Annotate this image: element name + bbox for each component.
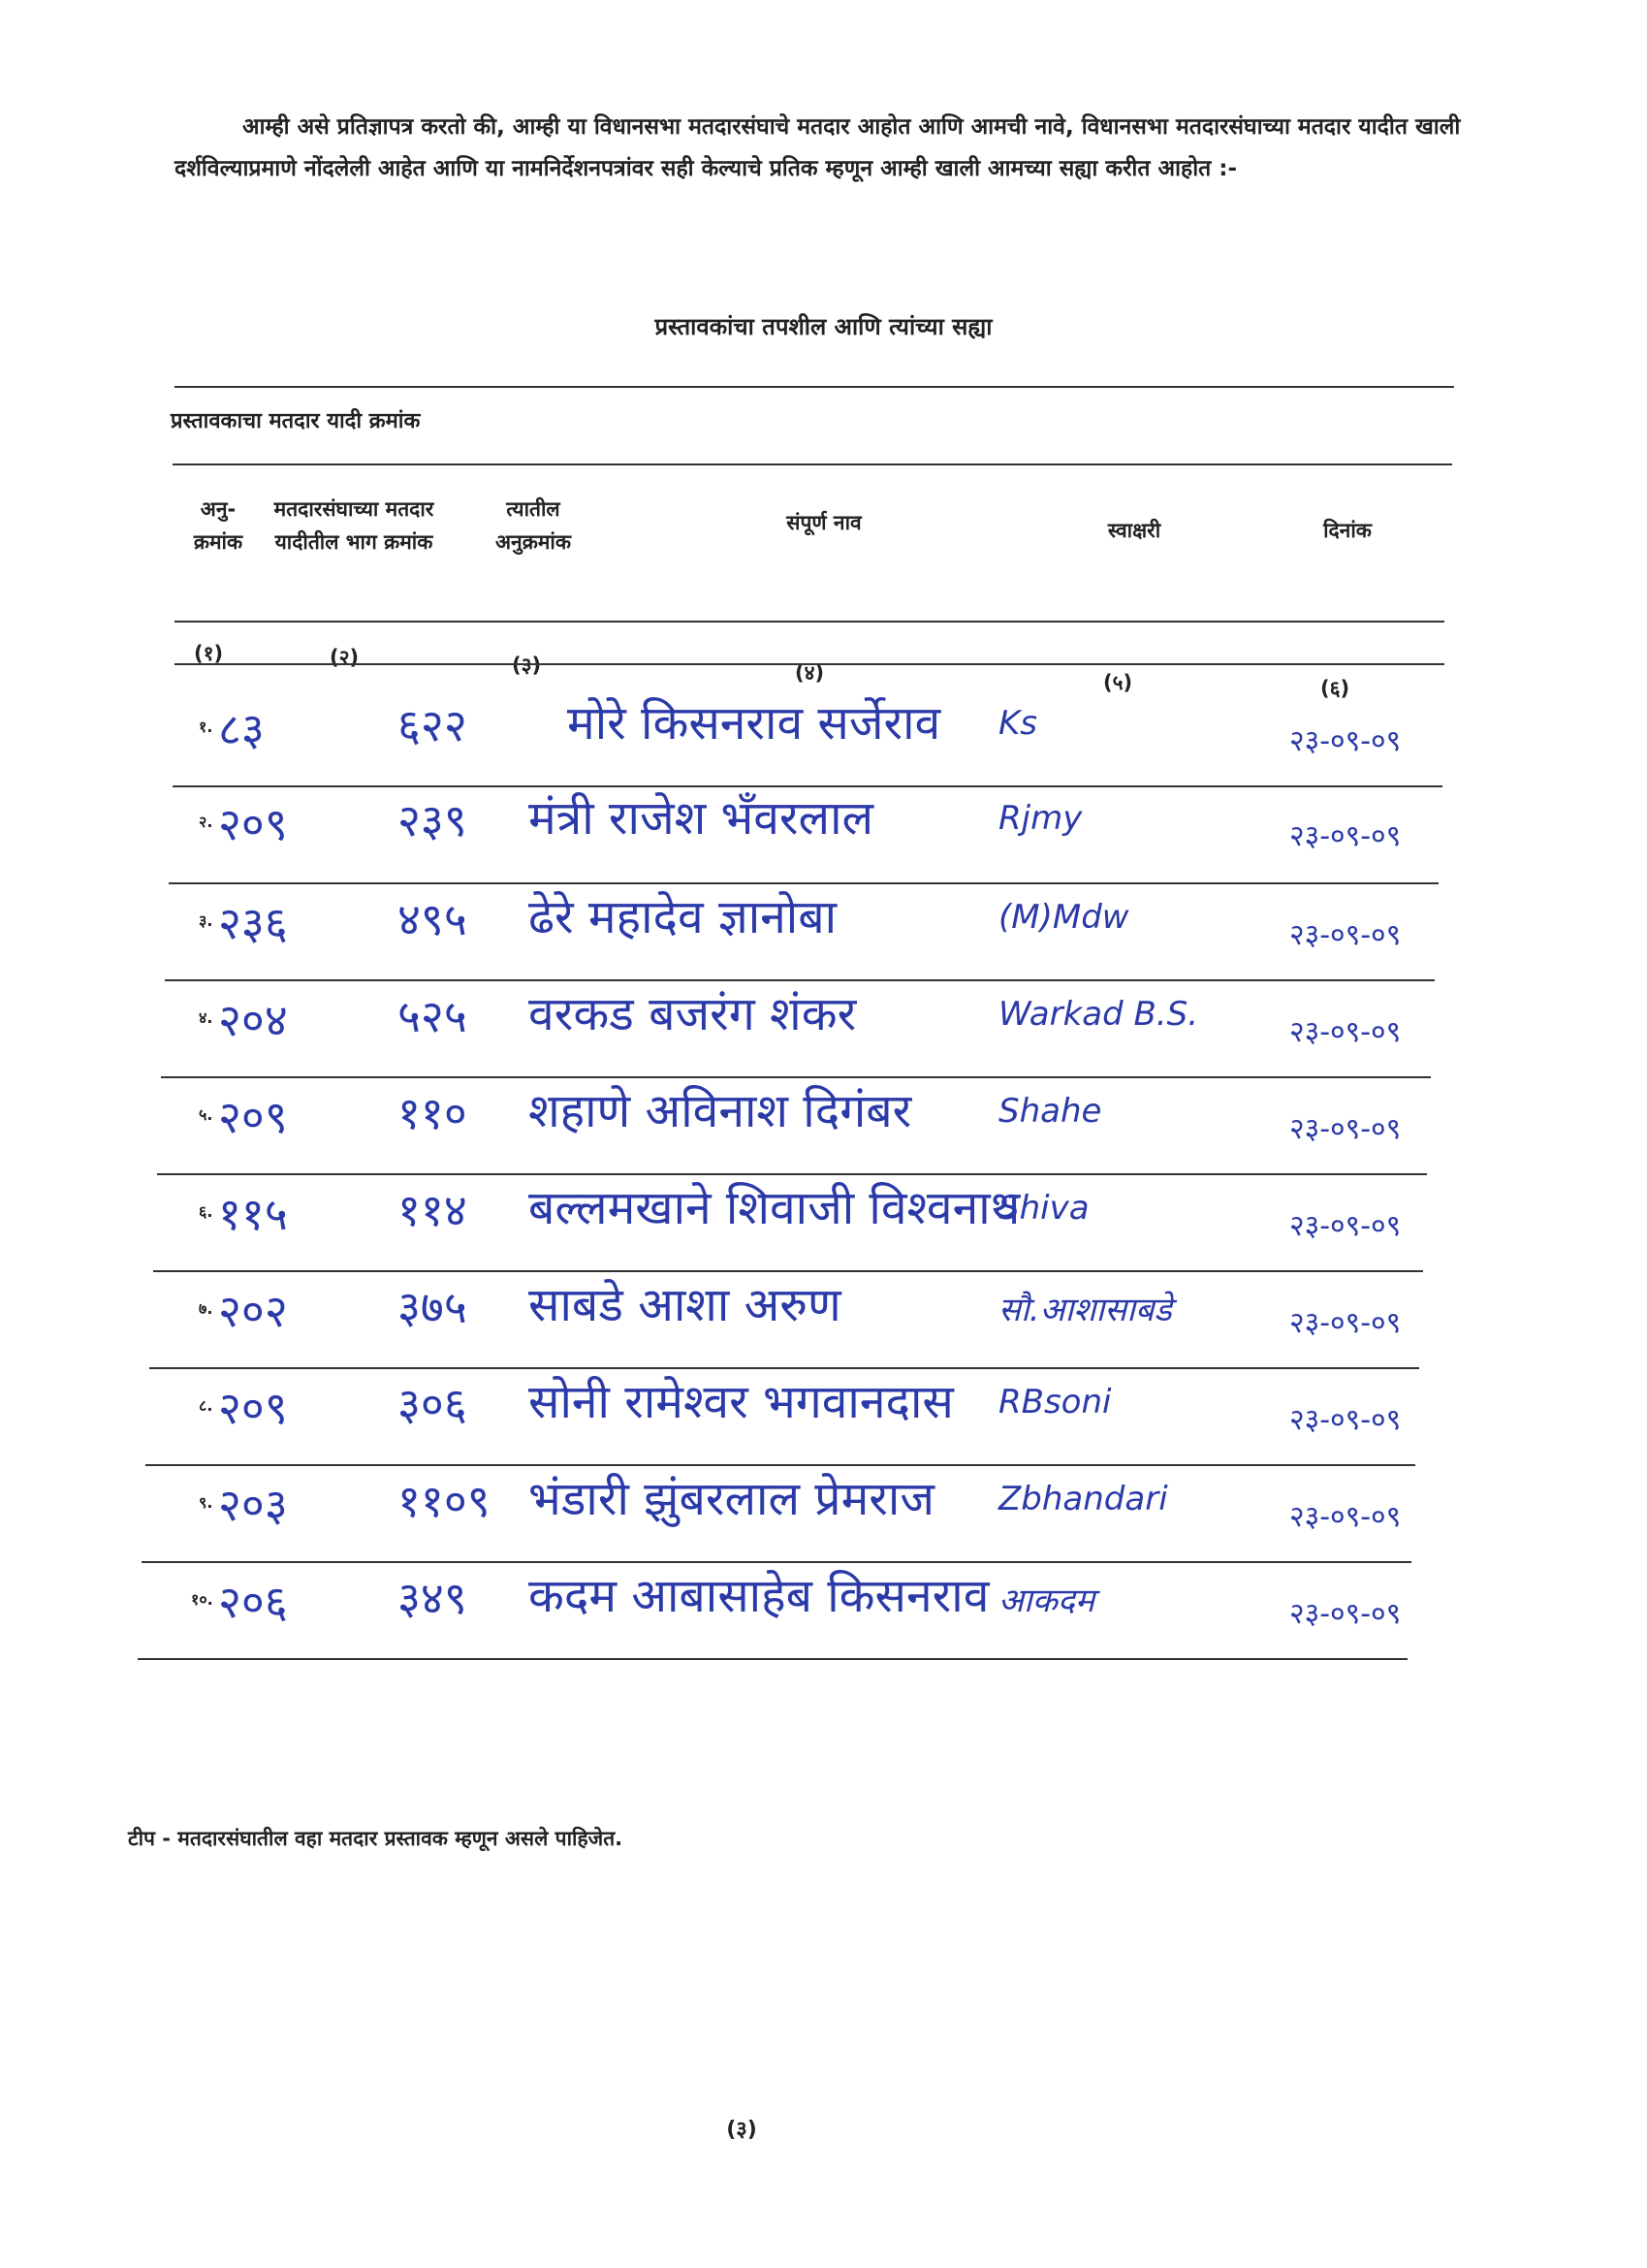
proposer-signature: Shiva	[998, 1189, 1090, 1228]
serial-in-part: ६२२	[397, 699, 467, 751]
part-number: २०९	[218, 1091, 288, 1143]
part-number: ८३	[218, 703, 265, 755]
section-title: प्रस्तावकांचा तपशील आणि त्यांच्या सह्या	[654, 313, 993, 340]
serial-in-part: २३९	[397, 794, 467, 847]
part-number: २०९	[218, 1382, 288, 1434]
col-number-5: (५)	[1103, 671, 1133, 694]
col-header-signature: स्वाक्षरी	[1107, 519, 1161, 542]
proposer-signature: सौ.आशासाबडे	[998, 1291, 1172, 1329]
proposer-signature: (M)Mdw	[998, 898, 1129, 937]
proposer-name: मंत्री राजेश भँवरलाल	[528, 791, 874, 846]
divider	[174, 621, 1444, 623]
signing-date: २३-०९-०९	[1289, 1500, 1402, 1534]
col-header-full-name: संपूर्ण नाव	[786, 511, 862, 534]
proposer-name: शहाणे अविनाश दिगंबर	[528, 1084, 912, 1138]
serial-in-part: ११०९	[397, 1475, 491, 1527]
divider	[174, 663, 1444, 665]
row-serial-number: २.	[199, 813, 213, 831]
signing-date: २३-०९-०९	[1289, 1597, 1402, 1631]
proposer-signature: Warkad B.S.	[998, 995, 1199, 1034]
row-serial-number: ९.	[199, 1493, 213, 1512]
proposer-signature: Zbhandari	[998, 1480, 1168, 1518]
row-serial-number: ५.	[199, 1105, 213, 1124]
signing-date: २३-०९-०९	[1289, 819, 1402, 853]
signing-date: २३-०९-०९	[1289, 918, 1402, 952]
row-serial-number: १.	[199, 718, 213, 736]
proposer-name: भंडारी झुंबरलाल प्रेमराज	[528, 1472, 934, 1526]
proposer-signature: RBsoni	[998, 1383, 1112, 1421]
proposer-name: सोनी रामेश्वर भगवानदास	[528, 1375, 954, 1429]
col-header-date: दिनांक	[1323, 519, 1372, 542]
col-number-6: (६)	[1320, 677, 1350, 700]
divider	[174, 386, 1454, 388]
serial-in-part: ५२५	[397, 990, 467, 1042]
proposer-signature: Rjmy	[998, 799, 1083, 838]
row-divider	[138, 1658, 1408, 1660]
serial-in-part: ३४९	[397, 1572, 467, 1624]
row-serial-number: ७.	[199, 1299, 213, 1318]
row-serial-number: ४.	[199, 1008, 213, 1027]
part-number: ११५	[218, 1188, 288, 1240]
proposer-signature: Ks	[998, 704, 1038, 743]
serial-in-part: ३०६	[397, 1378, 467, 1430]
proposer-signature: आकदम	[998, 1581, 1095, 1620]
row-serial-number: ८.	[199, 1396, 213, 1415]
row-serial-number: ३.	[199, 911, 213, 930]
signing-date: २३-०९-०९	[1289, 1112, 1402, 1146]
serial-in-part: ११४	[397, 1184, 467, 1236]
part-number: २०२	[218, 1285, 288, 1337]
table-row	[0, 1569, 1647, 1677]
proposer-name: ढेरे महादेव ज्ञानोबा	[528, 890, 838, 944]
signing-date: २३-०९-०९	[1289, 1403, 1402, 1437]
footnote: टीप - मतदारसंघातील वहा मतदार प्रस्तावक म्हणून असले पाहिजेत.	[128, 1827, 623, 1850]
col-header-serial-in-part: त्यातील अनुक्रमांक	[495, 497, 571, 554]
serial-in-part: ११०	[397, 1087, 467, 1139]
col-number-2: (२)	[330, 646, 360, 669]
part-number: २०३	[218, 1479, 288, 1531]
roll-number-label: प्रस्तावकाचा मतदार यादी क्रमांक	[171, 409, 421, 433]
col-number-4: (४)	[795, 661, 825, 685]
signing-date: २३-०९-०९	[1289, 1306, 1402, 1340]
row-serial-number: ६.	[199, 1202, 213, 1221]
row-serial-number: १०.	[191, 1590, 213, 1609]
signing-date: २३-०९-०९	[1289, 724, 1402, 758]
col-header-serial: अनु- क्रमांक	[193, 497, 243, 554]
part-number: २३६	[218, 897, 288, 949]
proposer-name: बल्लमखाने शिवाजी विश्वनाथ	[528, 1181, 1021, 1235]
serial-in-part: ४९५	[397, 893, 467, 945]
signing-date: २३-०९-०९	[1289, 1015, 1402, 1049]
signing-date: २३-०९-०९	[1289, 1209, 1402, 1243]
serial-in-part: ३७५	[397, 1281, 467, 1333]
part-number: २०९	[218, 798, 288, 850]
col-number-1: (१)	[194, 642, 224, 665]
proposer-name: साबडे आशा अरुण	[528, 1278, 841, 1332]
page-number: (३)	[726, 2118, 757, 2142]
part-number: २०६	[218, 1576, 288, 1628]
proposer-signature: Shahe	[998, 1092, 1102, 1131]
divider	[173, 463, 1452, 465]
part-number: २०४	[218, 994, 288, 1046]
proposer-name: मोरे किसनराव सर्जेराव	[567, 696, 941, 751]
declaration-text: आम्ही असे प्रतिज्ञापत्र करतो की, आम्ही या विधानसभा मतदारसंघाचे मतदार आहोत आणि आमची नावे, विधानसभा मतदारसंघाच्या मतदार यादीत खाली दर्शविल्याप्रमाणे नोंदलेली आहेत आणि या नामनिर्देशनपत्रांवर सही केल्याचे प्रतिक म्हणून आम्ही खाली आमच्या सह्या करीत आहोत :-	[174, 114, 1461, 181]
col-number-3: (३)	[512, 654, 542, 677]
proposer-name: कदम आबासाहेब किसनराव	[528, 1569, 990, 1623]
col-header-part-number: मतदारसंघाच्या मतदार यादीतील भाग क्रमांक	[273, 497, 434, 554]
proposer-name: वरकड बजरंग शंकर	[528, 987, 857, 1041]
